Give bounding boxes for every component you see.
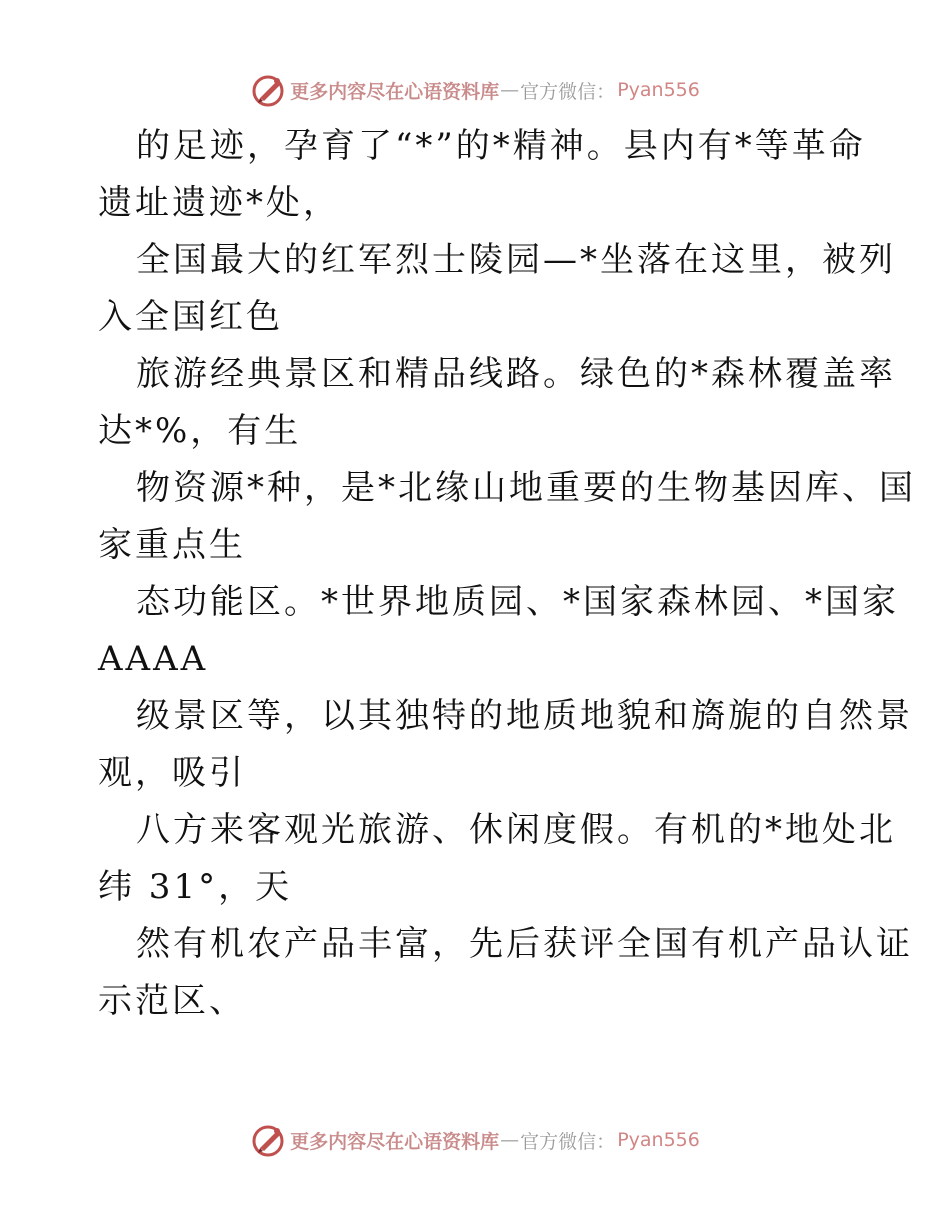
banner-wechat-id: Pyan556 <box>617 79 700 101</box>
banner-title: 更多内容尽在心语资料库 <box>290 80 500 103</box>
text-line: 然有机农产品丰富，先后获评全国有机产品认证 <box>136 924 913 964</box>
text-line: 的足迹，孕育了“*”的*精神。县内有*等革命 <box>136 126 866 166</box>
text-line: 入全国红色 <box>98 297 283 337</box>
text-line: AAAA <box>98 639 209 679</box>
text-line: 纬 31°，天 <box>98 867 293 907</box>
text-line: 态功能区。*世界地质园、*国家森林园、*国家 <box>136 582 899 622</box>
text-line: 观，吸引 <box>98 753 246 793</box>
document-body <box>98 118 916 1030</box>
banner-wechat-label: 官方微信： <box>520 1130 616 1153</box>
banner-wechat-id: Pyan556 <box>617 1129 700 1151</box>
banner-title: 更多内容尽在心语资料库 <box>290 1130 500 1153</box>
banner-wechat-label: 官方微信： <box>520 80 616 103</box>
text-line: 达*%，有生 <box>98 411 302 451</box>
text-line: 遗址遗迹*处， <box>98 183 340 223</box>
text-line: 全国最大的红军烈士陵园—*坐落在这里，被列 <box>136 240 896 280</box>
text-line: 旅游经典景区和精品线路。绿色的*森林覆盖率 <box>136 354 896 394</box>
text-line: 家重点生 <box>98 525 246 565</box>
text-line: 物资源*种，是*北缘山地重要的生物基因库、国 <box>136 468 916 508</box>
banner-dash: — <box>500 79 520 101</box>
pen-logo-icon <box>250 1122 286 1158</box>
text-line: 示范区、 <box>98 981 246 1021</box>
text-line: 八方来客观光旅游、休闲度假。有机的*地处北 <box>136 810 896 850</box>
pen-logo-icon <box>250 72 286 108</box>
banner-dash: — <box>500 1129 520 1151</box>
text-line: 级景区等，以其独特的地质地貌和旖旎的自然景 <box>136 696 913 736</box>
header-banner <box>0 70 950 110</box>
footer-banner <box>0 1120 950 1160</box>
